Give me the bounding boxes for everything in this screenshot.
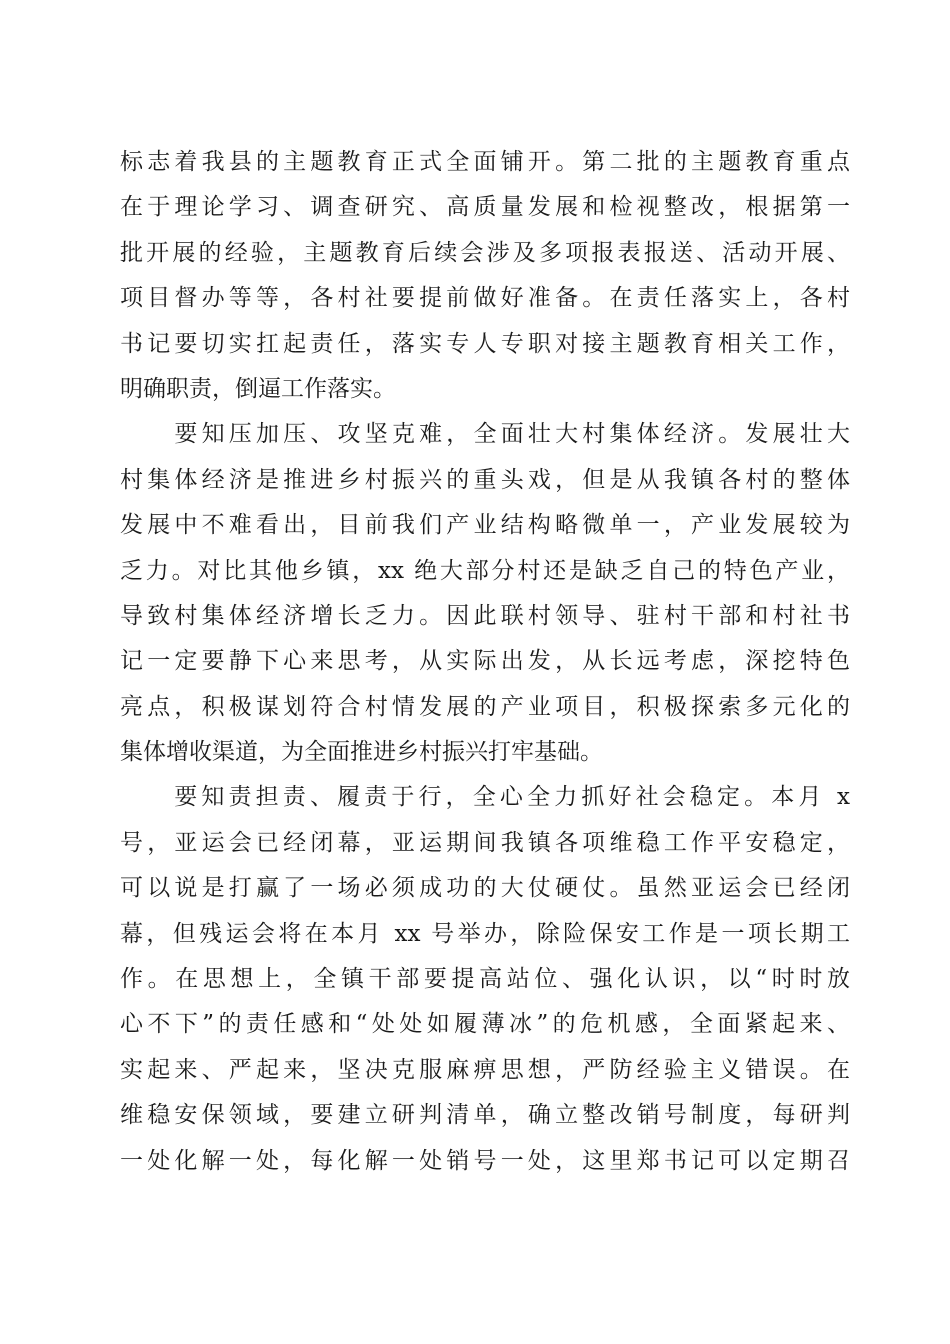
- text-line: 亮点，积极谋划符合村情发展的产业项目，积极探索多元化的: [120, 693, 850, 720]
- text-line: 要知压加压、攻坚克难，全面壮大村集体经济。发展壮大: [120, 421, 850, 448]
- text-line: 批开展的经验，主题教育后续会涉及多项报表报送、活动开展、: [120, 239, 850, 266]
- text-line: 实起来、严起来，坚决克服麻痹思想，严防经验主义错误。在: [120, 1056, 850, 1083]
- text-line: 项目督办等等，各村社要提前做好准备。在责任落实上，各村: [120, 285, 850, 312]
- text-line: 维稳安保领域，要建立研判清单，确立整改销号制度，每研判: [120, 1102, 850, 1129]
- text-line: 记一定要静下心来思考，从实际出发，从长远考虑，深挖特色: [120, 648, 850, 675]
- text-line: 书记要切实扛起责任，落实专人专职对接主题教育相关工作，: [120, 330, 850, 357]
- body-text: [120, 140, 850, 1184]
- text-line: 导致村集体经济增长乏力。因此联村领导、驻村干部和村社书: [120, 602, 850, 629]
- text-line: 乏力。对比其他乡镇，xx 绝大部分村还是缺乏自己的特色产业，: [120, 557, 850, 584]
- text-line: 要知责担责、履责于行，全心全力抓好社会稳定。本月 x: [120, 784, 850, 811]
- text-line: 集体增收渠道，为全面推进乡村振兴打牢基础。: [120, 739, 603, 766]
- text-line: 村集体经济是推进乡村振兴的重头戏，但是从我镇各村的整体: [120, 466, 850, 493]
- text-line: 号，亚运会已经闭幕，亚运期间我镇各项维稳工作平安稳定，: [120, 829, 850, 856]
- text-line: 明确职责，倒逼工作落实。: [120, 375, 396, 402]
- text-line: 作。在思想上，全镇干部要提高站位、强化认识，以“时时放: [120, 966, 850, 993]
- text-line: 发展中不难看出，目前我们产业结构略微单一，产业发展较为: [120, 512, 850, 539]
- text-line: 心不下”的责任感和“处处如履薄冰”的危机感，全面紧起来、: [120, 1011, 850, 1038]
- text-line: 幕，但残运会将在本月 xx 号举办，除险保安工作是一项长期工: [120, 920, 850, 947]
- text-line: 一处化解一处，每化解一处销号一处，这里郑书记可以定期召: [120, 1147, 850, 1174]
- text-line: 可以说是打赢了一场必须成功的大仗硬仗。虽然亚运会已经闭: [120, 875, 850, 902]
- text-line: 在于理论学习、调查研究、高质量发展和检视整改，根据第一: [120, 194, 850, 221]
- text-line: 标志着我县的主题教育正式全面铺开。第二批的主题教育重点: [120, 149, 850, 175]
